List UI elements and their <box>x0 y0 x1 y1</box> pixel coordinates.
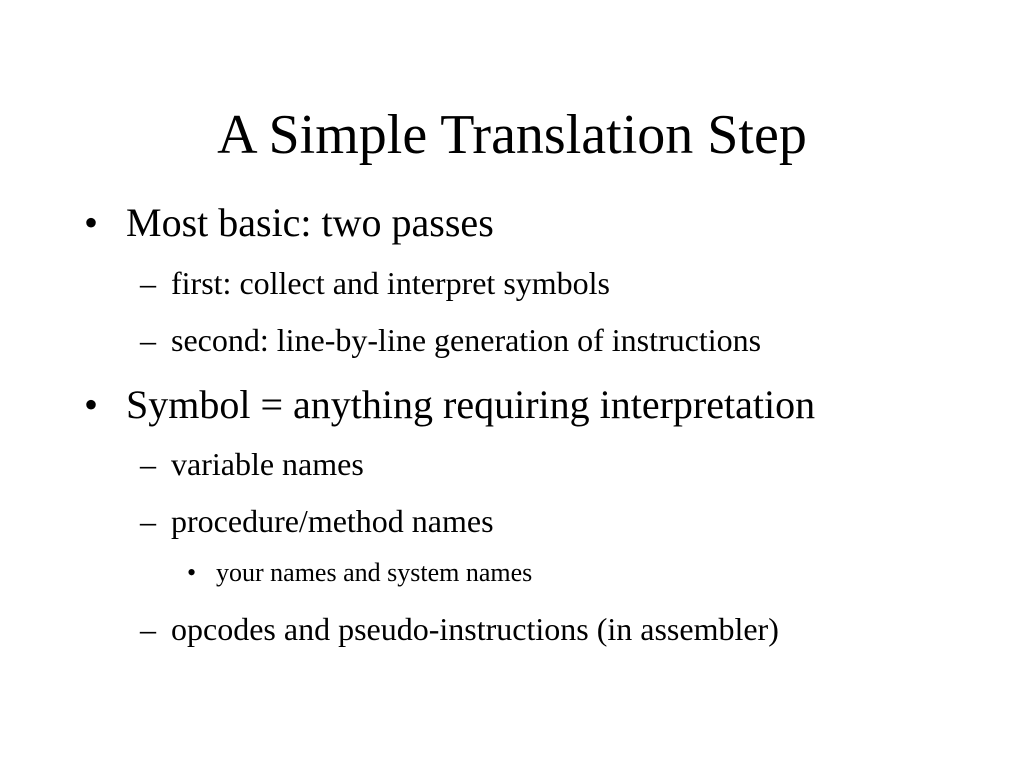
sub-bullet-marker: – <box>140 503 156 539</box>
sub-bullet-text: second: line-by-line generation of instructions <box>171 322 762 358</box>
sub-bullet-text: opcodes and pseudo-instructions (in assembler) <box>171 611 779 647</box>
sub-bullet-marker: – <box>140 611 156 647</box>
bullet-marker: • <box>84 200 99 245</box>
sub-bullet-marker: – <box>140 322 156 358</box>
bullet-marker: • <box>84 382 99 427</box>
sub-sub-bullet-text: your names and system names <box>216 558 533 587</box>
sub-bullet-text: first: collect and interpret symbols <box>171 265 610 301</box>
sub-bullet-text: variable names <box>171 446 364 482</box>
sub-sub-bullet-marker: • <box>187 558 197 587</box>
slide-title: A Simple Translation Step <box>217 104 807 166</box>
bullet-text: Most basic: two passes <box>126 200 494 245</box>
sub-bullet-marker: – <box>140 265 156 301</box>
sub-bullet-text: procedure/method names <box>171 503 494 539</box>
sub-bullet-marker: – <box>140 446 156 482</box>
bullet-text: Symbol = anything requiring interpretation <box>126 382 816 427</box>
